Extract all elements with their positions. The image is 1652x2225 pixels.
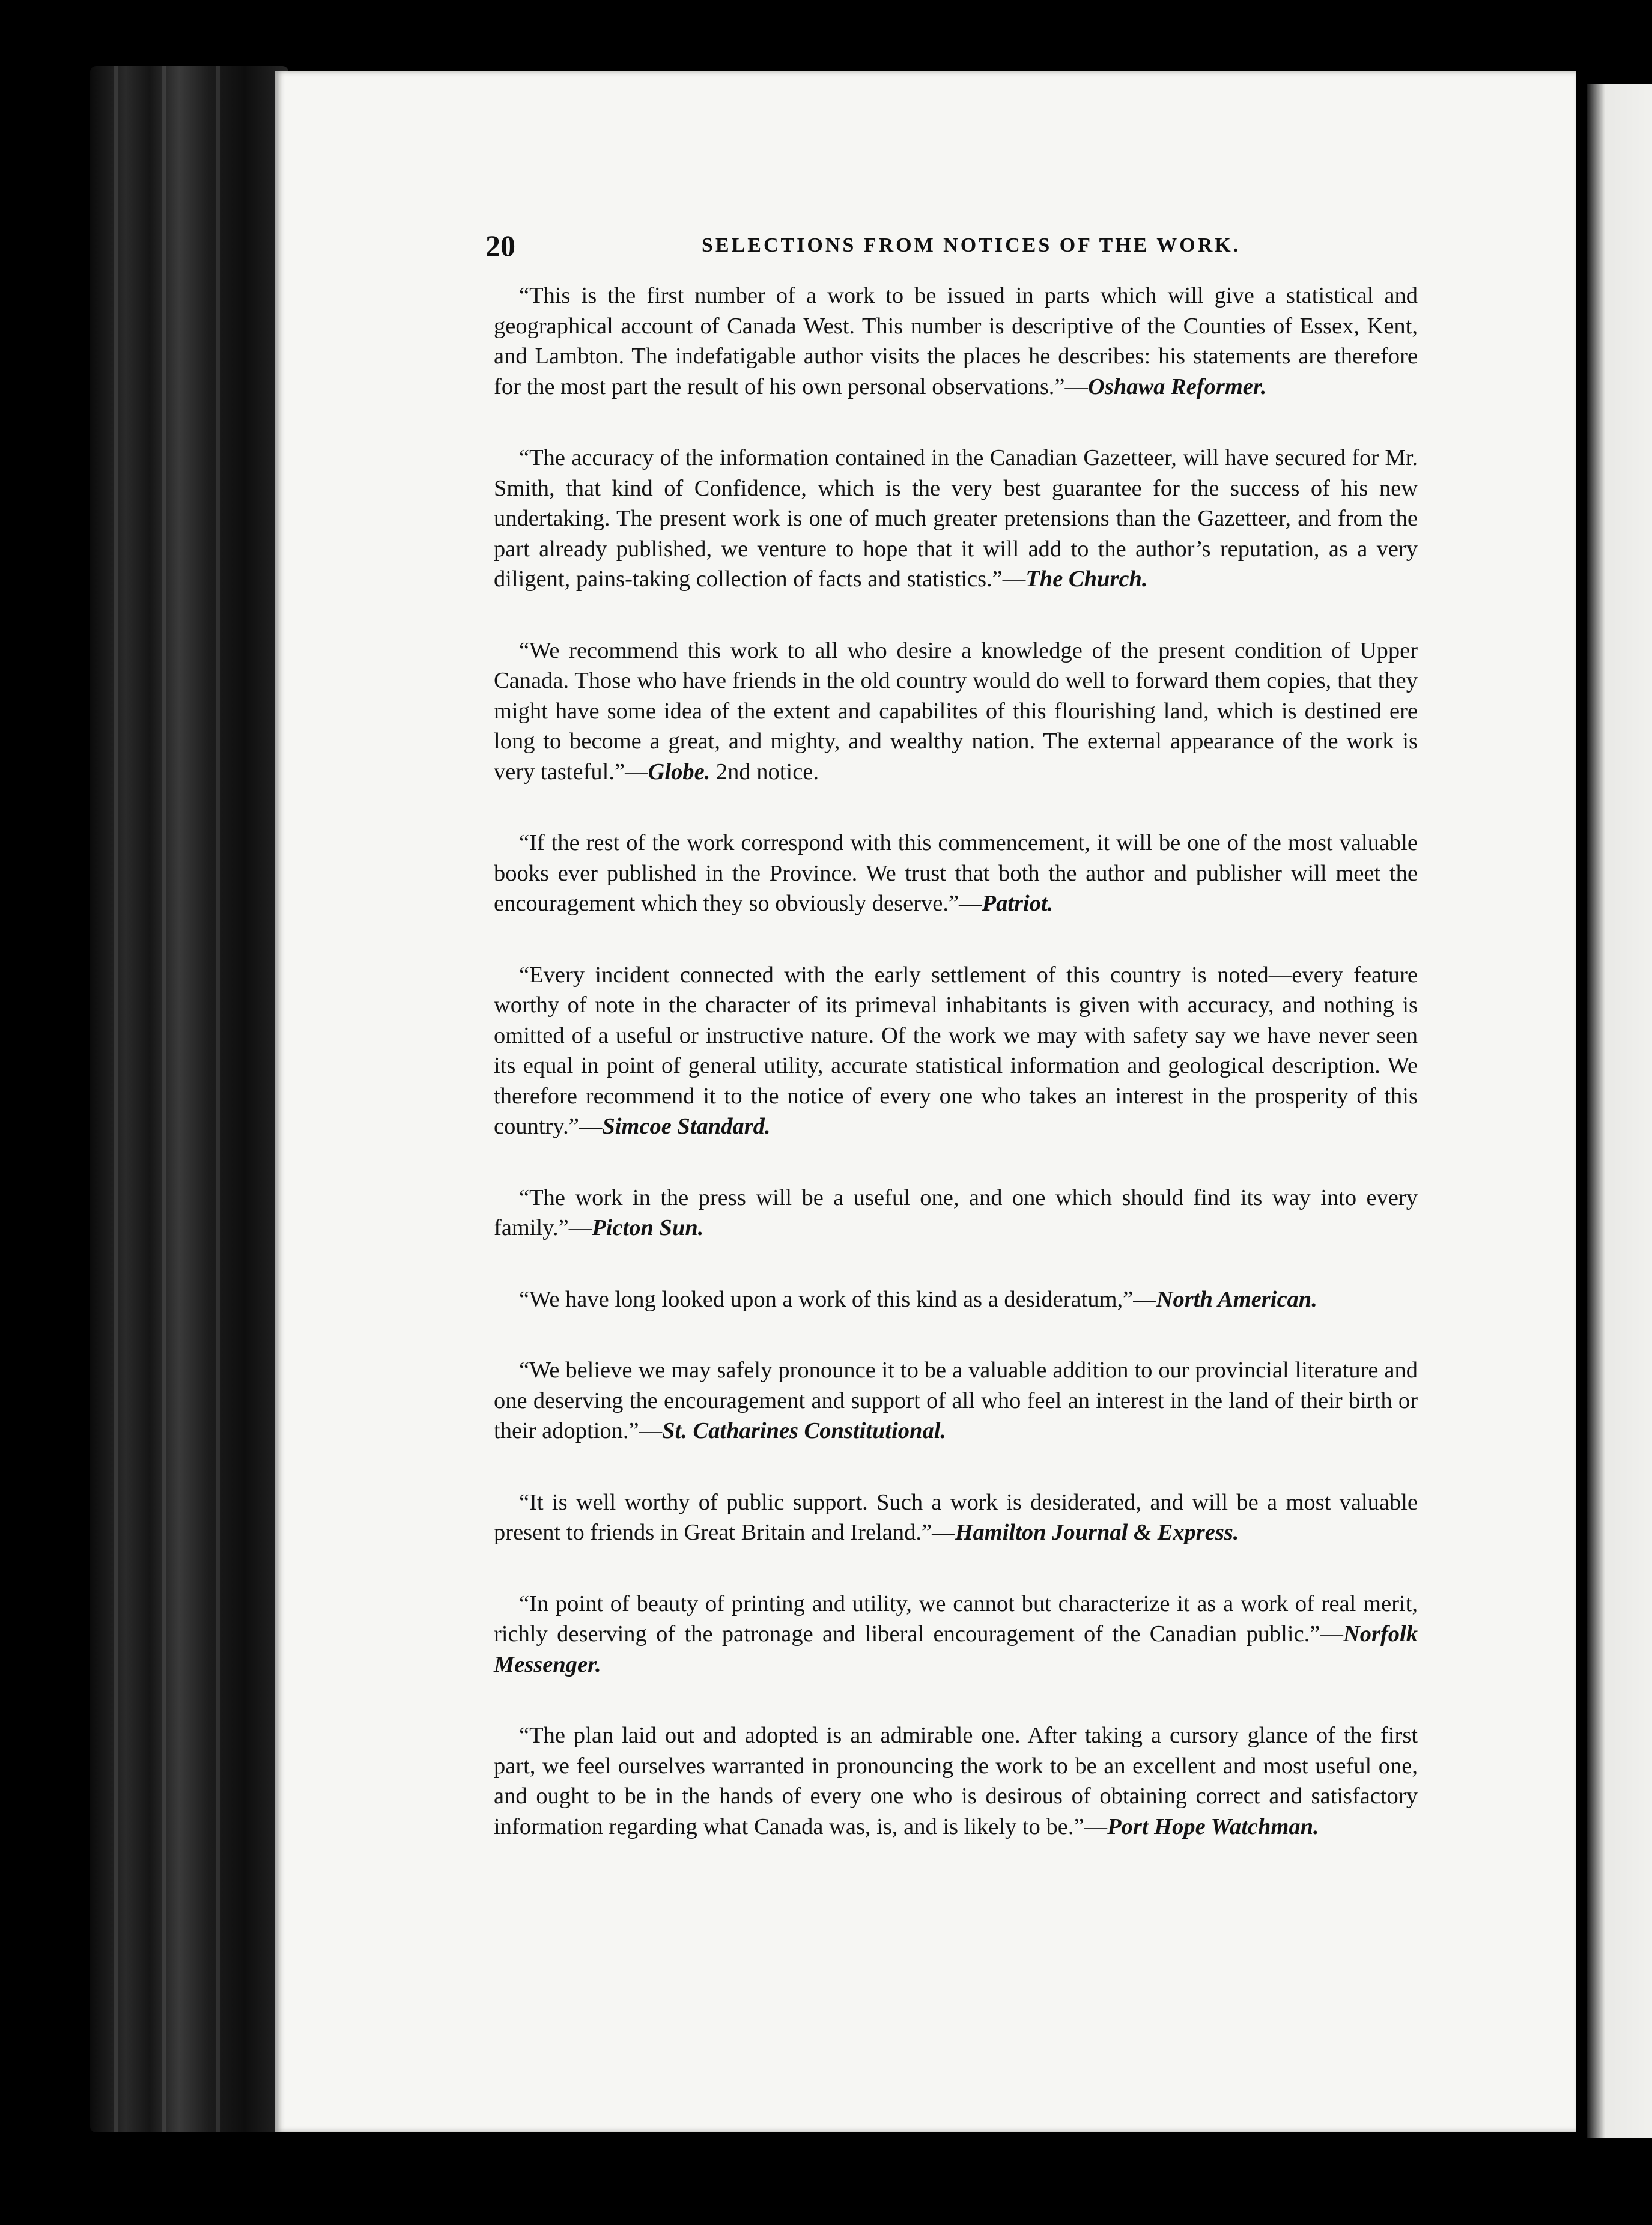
- notice-source: The Church.: [1025, 566, 1148, 592]
- notice-source: Simcoe Standard.: [602, 1114, 771, 1139]
- notice-source: North American.: [1156, 1286, 1317, 1312]
- notice: [494, 1589, 1418, 1680]
- notice-quote: “The work in the press will be a useful one, and one which should find its way into every family.”—: [494, 1185, 1418, 1240]
- notice: [494, 828, 1418, 919]
- spine-edge-line: [162, 66, 166, 2132]
- notice-quote: “It is well worthy of public support. Such a work is desiderated, and will be a most valuable present to friends in Great Britain and Ireland.”—: [494, 1489, 1418, 1545]
- notice: [494, 1284, 1418, 1315]
- notice-quote: “Every incident connected with the early settlement of this country is noted—every feature worthy of note in the character of its primeval inhabitants is given with accuracy, and nothing is omitted of a useful or instructive nature. Of the work we may with safety say we have never seen its equal in point of general utility, accurate statistical information and geological description. We therefore recommend it to the notice of every one who takes an interest in the prosperity of this country.”—: [494, 962, 1418, 1139]
- notice-quote: “The plan laid out and adopted is an admirable one. After taking a cursory glance of the first part, we feel ourselves warranted in pronouncing the work to be an excellent and most useful one, and ought to be in the hands of every one who is desirous of obtaining correct and satisfactory information regarding what Canada was, is, and is likely to be.”—: [494, 1723, 1418, 1839]
- notice: [494, 281, 1418, 402]
- notice-quote: “We recommend this work to all who desire a knowledge of the present condition of Upper Canada. Those who have friends in the old country would do well to forward them copies, that they might have some idea of the extent and capabilites of this flourishing land, which is destined ere long to become a great, and mighty, and wealthy nation. The external appearance of the work is very tasteful.”—: [494, 637, 1418, 785]
- spine-edge-line: [216, 66, 220, 2132]
- notice: [494, 443, 1418, 595]
- notice-quote: “If the rest of the work correspond with this commencement, it will be one of the most valuable books ever published in the Province. We trust that both the author and publisher will meet the encouragement which they so obviously deserve.”—: [494, 830, 1418, 916]
- notice-source: St. Catharines Constitutional.: [662, 1418, 947, 1443]
- facing-page-edge: [1587, 84, 1652, 2138]
- notice-source: Norfolk Messenger.: [494, 1621, 1418, 1677]
- notice-source: Hamilton Journal & Express.: [955, 1520, 1239, 1545]
- notice-source: Port Hope Watchman.: [1107, 1814, 1319, 1839]
- notice: [494, 1720, 1418, 1842]
- notice-quote: “The accuracy of the information contained in the Canadian Gazetteer, will have secured for Mr. Smith, that kind of Confidence, which is the very best guarantee for the success of his new undertaking. The present work is one of much greater pretensions than the Gazetteer, and from the part already published, we venture to hope that it will add to the author’s reputation, as a very diligent, pains-taking collection of facts and statistics.”—: [494, 445, 1418, 592]
- notices-list: [494, 281, 1418, 1883]
- notice-suffix: 2nd notice.: [710, 759, 819, 785]
- notice: [494, 1487, 1418, 1548]
- page-header: [485, 228, 1241, 264]
- book-spine: [90, 66, 288, 2132]
- notice-source: Globe.: [648, 759, 711, 785]
- running-head: SELECTIONS FROM NOTICES OF THE WORK.: [702, 234, 1241, 256]
- page-number: 20: [485, 229, 515, 263]
- notice-source: Oshawa Reformer.: [1088, 374, 1267, 399]
- notice: [494, 960, 1418, 1142]
- notice-quote: “This is the first number of a work to be issued in parts which will give a statistical and geographical account of Canada West. This number is descriptive of the Counties of Essex, Kent, and Lambton. The indefatigable author visits the places he describes: his statements are therefore for the most part the result of his own personal observations.”—: [494, 283, 1418, 399]
- spine-edge-line: [114, 66, 118, 2132]
- notice-quote: “We have long looked upon a work of this kind as a desideratum,”—: [519, 1286, 1156, 1312]
- notice-source: Patriot.: [982, 891, 1054, 916]
- notice: [494, 636, 1418, 788]
- notice: [494, 1183, 1418, 1243]
- notice-source: Picton Sun.: [592, 1215, 704, 1240]
- notice-quote: “We believe we may safely pronounce it to be a valuable addition to our provincial literature and one deserving the encouragement and support of all who feel an interest in the land of their birth or their adoption.”—: [494, 1358, 1418, 1443]
- notice-quote: “In point of beauty of printing and utility, we cannot but characterize it as a work of real merit, richly deserving of the patronage and liberal encouragement of the Canadian public.”—: [494, 1591, 1418, 1647]
- notice: [494, 1355, 1418, 1446]
